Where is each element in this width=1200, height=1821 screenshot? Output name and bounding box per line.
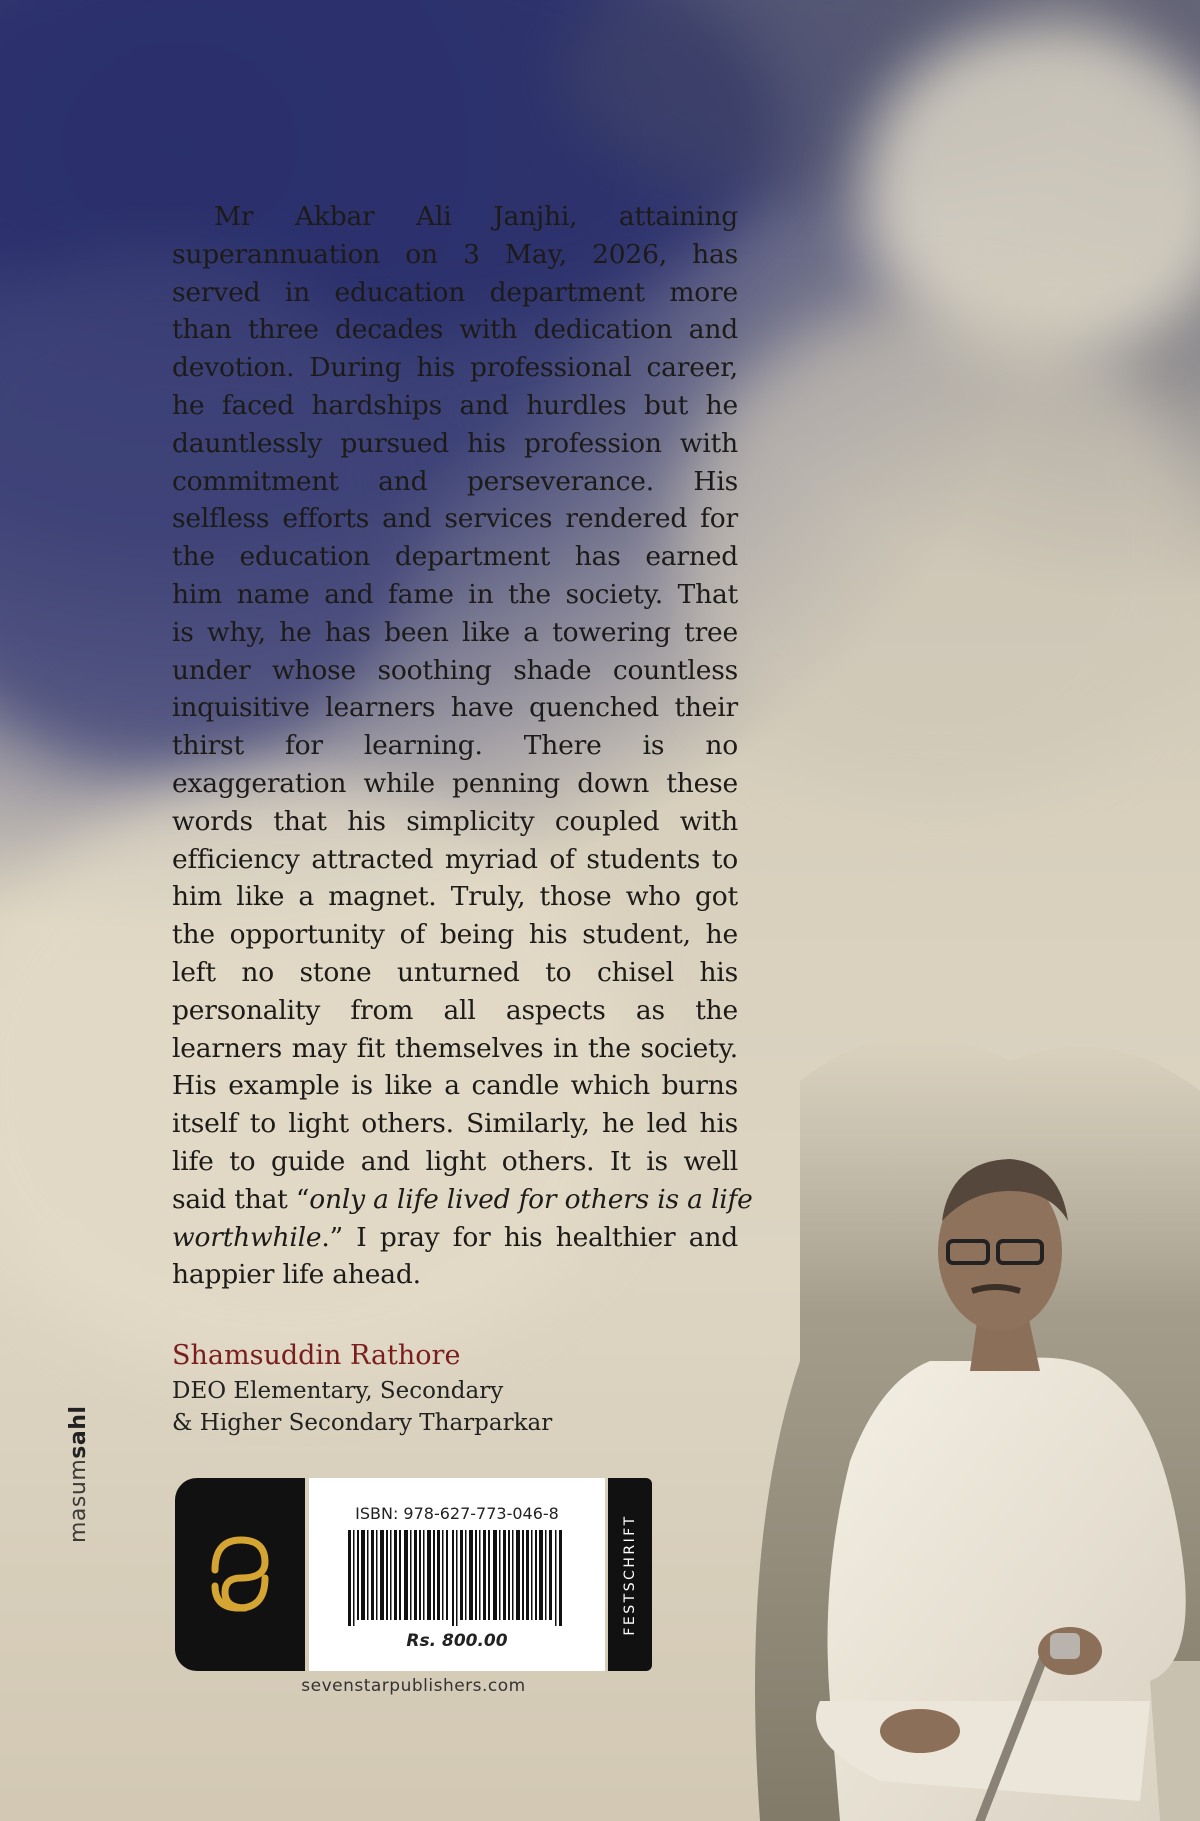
publisher-logo <box>175 1478 305 1671</box>
seven-star-logo-icon <box>175 1478 305 1671</box>
genre-tab <box>608 1478 652 1671</box>
blurb-line: dauntlessly pursued his profession with <box>172 427 738 459</box>
blurb-line: the opportunity of being his student, he <box>172 919 738 951</box>
quote-italic: worthwhile <box>172 1221 322 1253</box>
genre-label: FESTSCHRIFT <box>622 1513 638 1636</box>
blurb-line: learners may fit themselves in the society. <box>172 1032 738 1064</box>
barcode-panel <box>309 1478 605 1671</box>
blurb-line: words that his simplicity coupled with <box>172 805 738 837</box>
designer-credit-light: masum <box>66 1458 91 1543</box>
blurb-line: is why, he has been like a towering tree <box>172 616 738 648</box>
blurb-line: Mr Akbar Ali Janjhi, attaining <box>214 201 738 232</box>
blurb-line: personality from all aspects as the <box>172 994 738 1026</box>
blurb-line: happier life ahead. <box>172 1259 421 1291</box>
blurb-line: than three decades with dedication and <box>172 314 738 346</box>
blurb-text <box>172 198 753 1294</box>
signatory-name: Shamsuddin Rathore <box>172 1340 461 1371</box>
price-label: Rs. 800.00 <box>406 1631 508 1651</box>
blurb-line: him like a magnet. Truly, those who got <box>172 881 738 913</box>
blurb-line: selfless efforts and services rendered for <box>172 503 738 535</box>
isbn-block <box>175 1478 652 1671</box>
blurb-line: devotion. During his professional career, <box>172 352 738 384</box>
portrait-photo <box>680 941 1200 1821</box>
designer-credit-bold: sahl <box>66 1405 91 1459</box>
blurb-line: superannuation on 3 May, 2026, has <box>172 238 738 270</box>
blurb-line: the education department has earned <box>172 541 738 573</box>
blurb-line: served in education department more <box>172 276 738 308</box>
blurb-line: thirst for learning. There is no <box>172 730 738 762</box>
signatory-title: DEO Elementary, Secondary <box>172 1378 504 1404</box>
isbn-number: ISBN: 978-627-773-046-8 <box>355 1504 559 1523</box>
blurb-line: efficiency attracted myriad of students to <box>172 843 738 875</box>
cloud <box>680 300 1200 800</box>
signatory-title: & Higher Secondary Tharparkar <box>172 1410 553 1436</box>
quote-suffix: .” I pray for his healthier and <box>321 1221 738 1253</box>
quote-italic: only a life lived for others is a life <box>309 1183 753 1215</box>
blurb-line: under whose soothing shade countless <box>172 654 738 686</box>
blurb-line: commitment and perseverance. His <box>172 465 738 497</box>
blurb-line: exaggeration while penning down these <box>172 767 738 799</box>
publisher-website: sevenstarpublishers.com <box>301 1676 526 1696</box>
designer-credit <box>66 1406 91 1543</box>
blurb-line: him name and fame in the society. That <box>172 578 738 610</box>
blurb-line: he faced hardships and hurdles but he <box>172 389 738 421</box>
blurb-line: inquisitive learners have quenched their <box>172 692 738 724</box>
blurb-line: left no stone unturned to chisel his <box>172 956 738 988</box>
blurb-line: His example is like a candle which burns <box>172 1070 738 1102</box>
quote-prefix: said that “ <box>172 1183 310 1215</box>
blurb-quote-line <box>172 1181 753 1219</box>
blurb-line: life to guide and light others. It is well <box>172 1145 738 1177</box>
barcode-icon <box>348 1530 566 1626</box>
blurb-line: itself to light others. Similarly, he led his <box>172 1108 738 1140</box>
blurb-quote-line <box>172 1219 738 1257</box>
